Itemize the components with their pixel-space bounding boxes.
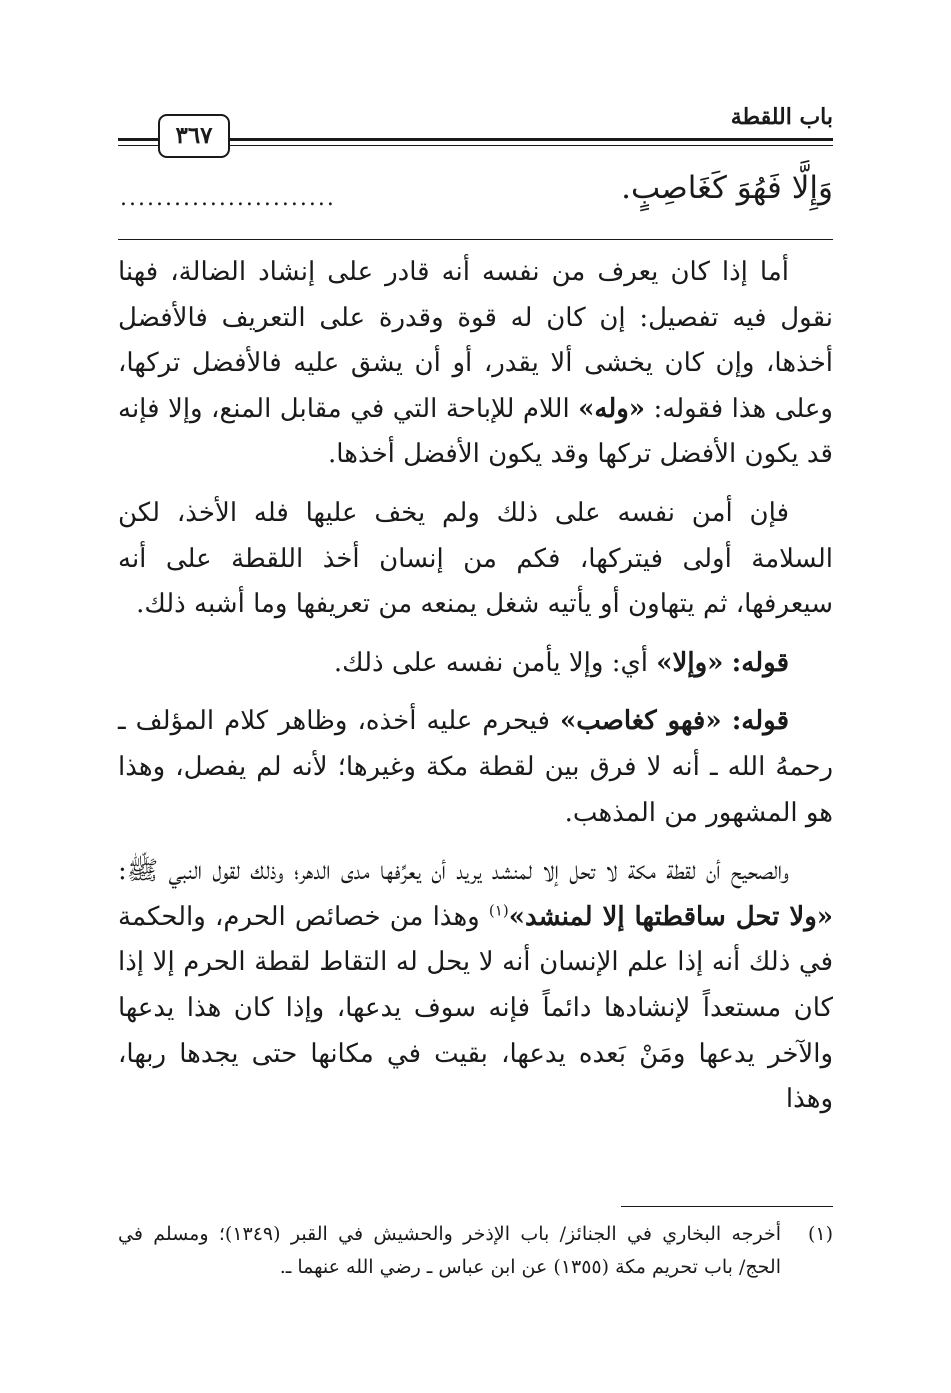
paragraph — [118, 699, 833, 836]
paragraph-text: فيحرم عليه أخذه، وظاهر كلام المؤلف ـ رحمهُ الله ـ أنه لا فرق بين لقطة مكة وغيرها؛ لأنه لم يفصل، وهذا هو المشهور من المذهب. — [118, 706, 833, 828]
paragraph-text: اللام للإباحة التي في مقابل المنع، وإلا فإنه قد يكون الأفضل تركها وقد يكون الأفضل أخذها. — [118, 393, 833, 470]
footnotes — [118, 1218, 833, 1284]
qawluhu-label: قوله: — [731, 706, 790, 737]
chapter-title: باب اللقطة — [730, 104, 833, 130]
hadith-quote: «ولا تحل ساقطتها إلا لمنشد» — [508, 901, 834, 932]
quoted-term: «فهو كغاصب» — [559, 706, 722, 737]
footnote-rule — [621, 1206, 833, 1207]
footnote-number: (١) — [807, 1223, 833, 1245]
footnote-text: أخرجه البخاري في الجنائز/ باب الإذخر والحشيش في القبر (١٣٤٩)؛ ومسلم في الحج/ باب تحريم مكة (١٣٥٥) عن ابن عباس ـ رضي الله عنهما ـ. — [118, 1223, 781, 1278]
paragraph — [118, 250, 833, 478]
paragraph-text: وهذا من خصائص الحرم، والحكمة في ذلك أنه إذا علم الإنسان أنه لا يحل له التقاط لقطة الحرم إلا إذا كان مستعداً لإنشادها دائماً فإنه سوف يدعها، وإذا كان هذا يدعها والآخر يدعها ومَنْ بَعده يدعها، بقيت في مكانها حتى يجدها ربها، وهذا — [118, 901, 833, 1115]
paragraph — [118, 849, 833, 1123]
commentary-body — [118, 250, 833, 1136]
matn-text: وَإِلَّا فَهُوَ كَغَاصِبٍ. — [621, 170, 833, 206]
paragraph-text: والصحيح أن لقطة مكة لا تحل إلا لمنشد يريد أن يعرِّفها مدى الدهر؛ وذلك لقول النبي ﷺ: — [118, 856, 789, 887]
page-number: ٣٦٧ — [158, 114, 230, 158]
matn-rule — [118, 239, 833, 240]
paragraph — [118, 641, 833, 687]
matn-ellipsis: ........................ — [120, 186, 336, 211]
qawluhu-label: قوله: — [731, 647, 789, 678]
quoted-term: «وله» — [578, 393, 646, 424]
footnote-ref[interactable]: (١) — [488, 901, 509, 920]
paragraph-text: أي: وإلا يأمن نفسه على ذلك. — [333, 647, 657, 678]
paragraph — [118, 491, 833, 628]
quoted-term: «وإلا» — [656, 647, 724, 678]
footnote — [118, 1218, 833, 1284]
paragraph-text: أما إذا كان يعرف من نفسه أنه قادر على إنشاد الضالة، فهنا نقول فيه تفصيل: إن كان له قوة وقدرة على التعريف فالأفضل أخذها، وإن كان يخشى ألا يقدر، أو أن يشق عليه فالأفضل تركها، وعلى هذا فقوله: — [118, 257, 833, 424]
paragraph-text: فإن أمن نفسه على ذلك ولم يخف عليها فله الأخذ، لكن السلامة أولى فيتركها، فكم من إنسان أخذ اللقطة على أنه سيعرفها، ثم يتهاون أو يأتيه شغل يمنعه من تعريفها وما أشبه ذلك. — [118, 497, 833, 620]
